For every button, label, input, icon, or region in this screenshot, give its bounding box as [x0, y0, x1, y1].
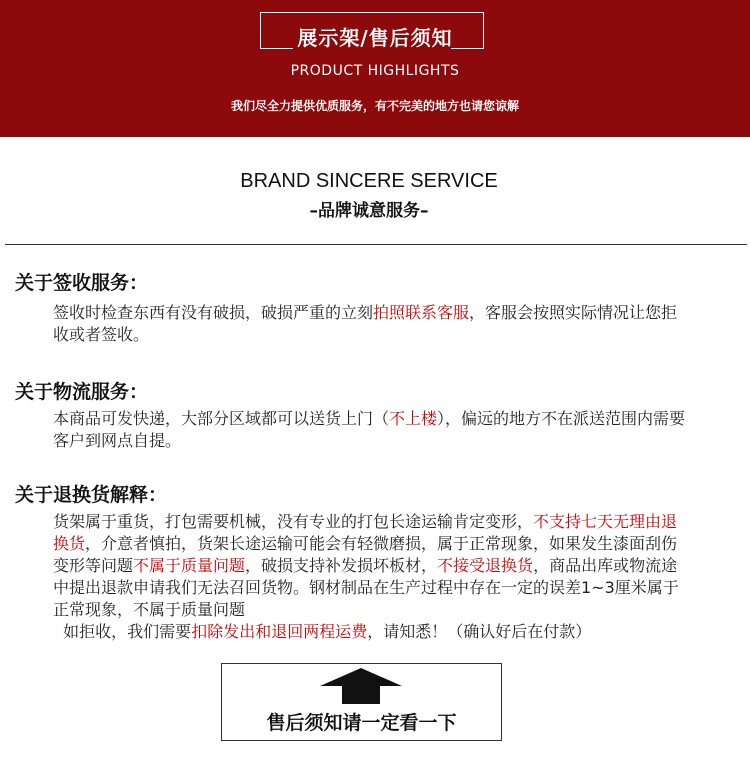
- returns-text-5: 如拒收，我们需要: [63, 622, 192, 641]
- returns-text-2: ，介意者慎拍，货架长途运输可能会有轻微磨损，属于正常现象，如果发生漆面刮伤变形等问题: [53, 534, 678, 575]
- brand-title-en: BRAND SINCERE SERVICE: [240, 170, 498, 192]
- returns-highlight-1: 不支持七天无理由退换货: [53, 512, 678, 553]
- returns-text-1: 货架属于重货，打包需要机械，没有专业的打包长途运输肯定变形，: [53, 512, 534, 531]
- returns-text-3: ，破损支持补发损坏板材，: [245, 556, 438, 575]
- returns-text-end: ，请知悉！（确认好后在付款）: [367, 622, 592, 641]
- header-banner: [0, 0, 750, 137]
- returns-highlight-4: 扣除发出和退回两程运费: [191, 622, 368, 641]
- brand-title-cn: –品牌诚意服务–: [309, 201, 429, 221]
- receipt-section-title: 关于签收服务：: [15, 272, 149, 294]
- logistics-section-title: 关于物流服务：: [15, 381, 149, 403]
- up-arrow-icon: [320, 668, 402, 704]
- receipt-highlight: 拍照联系客服: [373, 303, 470, 322]
- logistics-highlight: 不上楼: [389, 409, 438, 428]
- returns-section-body: [53, 511, 693, 643]
- notice-text: 售后须知请一定看一下: [266, 712, 457, 734]
- returns-highlight-2: 不属于质量问题: [133, 556, 246, 575]
- receipt-section-body: [53, 302, 693, 346]
- returns-text-4: ，商品出库或物流途中提出退款申请我们无法召回货物。钢材制品在生产过程中存在一定的误差1~3厘米属于正常现象，不属于质量问题: [53, 556, 679, 619]
- logistics-text-end: ），偏远的地方不在派送范围内需要客户到网点自提。: [53, 409, 686, 450]
- receipt-text: 签收时检查东西有没有破损，破损严重的立刻: [53, 303, 374, 322]
- banner-title: 展示架/售后须知: [297, 26, 453, 50]
- divider: [5, 244, 747, 245]
- receipt-text-end: ，客服会按照实际情况让您拒收或者签收。: [53, 303, 678, 344]
- after-sales-notice-box: [221, 663, 502, 741]
- logistics-text: 本商品可发快递，大部分区域都可以送货上门（: [53, 409, 390, 428]
- banner-subtitle: PRODUCT HIGHLIGHTS: [290, 63, 460, 79]
- banner-tagline: 我们尽全力提供优质服务，有不完美的地方也请您谅解: [230, 99, 519, 113]
- returns-section-title: 关于退换货解释：: [15, 484, 168, 506]
- returns-highlight-3: 不接受退换货: [437, 556, 534, 575]
- logistics-section-body: [53, 408, 693, 452]
